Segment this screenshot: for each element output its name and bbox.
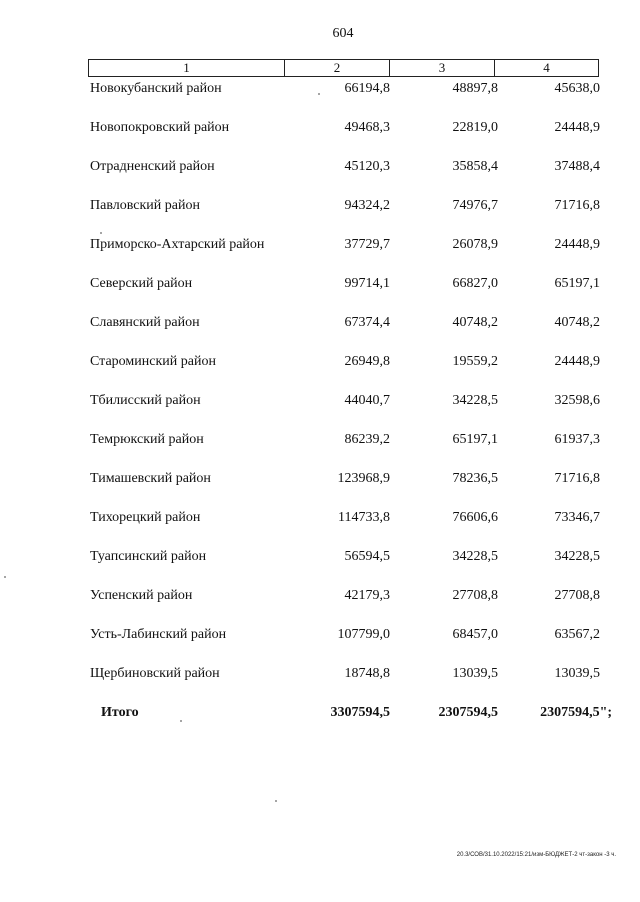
value-col4: 65197,1 (554, 276, 600, 291)
value-col3: 78236,5 (452, 471, 498, 486)
district-name: Усть-Лабинский район (90, 627, 227, 642)
value-col4: 34228,5 (554, 549, 600, 564)
district-name: Северский район (90, 276, 193, 291)
value-col2: 66194,8 (344, 81, 390, 96)
value-col3: 27708,8 (452, 588, 498, 603)
total-col4: 2307594,5"; (540, 705, 612, 720)
district-name: Темрюкский район (90, 432, 204, 447)
value-col4: 13039,5 (554, 666, 600, 681)
total-col2: 3307594,5 (330, 705, 390, 720)
value-col2: 67374,4 (344, 315, 390, 330)
value-col2: 99714,1 (344, 276, 390, 291)
value-col2: 56594,5 (344, 549, 390, 564)
value-col3: 22819,0 (452, 120, 498, 135)
table-row (0, 351, 640, 373)
district-name: Новокубанский район (90, 81, 222, 96)
column-header-2: 2 (285, 60, 390, 77)
table-row (0, 195, 640, 217)
district-name: Успенский район (90, 588, 193, 603)
value-col3: 35858,4 (452, 159, 498, 174)
table-row (0, 429, 640, 451)
value-col4: 71716,8 (554, 471, 600, 486)
total-col3: 2307594,5 (438, 705, 498, 720)
value-col2: 44040,7 (344, 393, 390, 408)
table-row (0, 273, 640, 295)
value-col3: 68457,0 (452, 627, 498, 642)
table-row (0, 663, 640, 685)
value-col4: 37488,4 (554, 159, 600, 174)
total-row (0, 702, 640, 724)
total-label: Итого (101, 705, 139, 720)
table-row (0, 390, 640, 412)
value-col4: 71716,8 (554, 198, 600, 213)
value-col3: 76606,6 (452, 510, 498, 525)
table-row (0, 468, 640, 490)
value-col3: 74976,7 (452, 198, 498, 213)
scan-speck (180, 720, 182, 722)
value-col2: 86239,2 (344, 432, 390, 447)
value-col2: 123968,9 (337, 471, 390, 486)
scan-speck (4, 576, 6, 578)
value-col4: 63567,2 (554, 627, 600, 642)
value-col3: 34228,5 (452, 549, 498, 564)
value-col3: 13039,5 (452, 666, 498, 681)
table-row (0, 234, 640, 256)
value-col4: 40748,2 (554, 315, 600, 330)
value-col2: 114733,8 (338, 510, 390, 525)
table-row (0, 312, 640, 334)
value-col4: 45638,0 (554, 81, 600, 96)
table-row (0, 585, 640, 607)
value-col2: 42179,3 (344, 588, 390, 603)
district-name: Тимашевский район (90, 471, 211, 486)
value-col2: 107799,0 (337, 627, 390, 642)
scan-speck (275, 800, 277, 802)
value-col3: 66827,0 (452, 276, 498, 291)
value-col2: 37729,7 (344, 237, 390, 252)
table-row (0, 546, 640, 568)
value-col4: 32598,6 (554, 393, 600, 408)
value-col3: 34228,5 (452, 393, 498, 408)
district-name: Туапсинский район (90, 549, 207, 564)
value-col2: 49468,3 (344, 120, 390, 135)
value-col2: 94324,2 (344, 198, 390, 213)
table-row (0, 507, 640, 529)
value-col3: 40748,2 (452, 315, 498, 330)
district-name: Щербиновский район (90, 666, 220, 681)
value-col4: 61937,3 (554, 432, 600, 447)
table-row (0, 117, 640, 139)
value-col3: 26078,9 (452, 237, 498, 252)
value-col4: 27708,8 (554, 588, 600, 603)
value-col4: 73346,7 (554, 510, 600, 525)
district-name: Павловский район (90, 198, 200, 213)
value-col3: 19559,2 (452, 354, 498, 369)
district-name: Староминский район (90, 354, 216, 369)
district-name: Отрадненский район (90, 159, 215, 174)
value-col4: 24448,9 (554, 120, 600, 135)
table-row (0, 78, 640, 100)
page-number: 604 (332, 26, 354, 41)
column-header-4: 4 (495, 60, 599, 77)
value-col4: 24448,9 (554, 237, 600, 252)
column-header-3: 3 (390, 60, 495, 77)
district-name: Приморско-Ахтарский район (90, 237, 265, 252)
value-col2: 26949,8 (344, 354, 390, 369)
value-col3: 65197,1 (452, 432, 498, 447)
scan-speck (100, 232, 102, 234)
table-row (0, 624, 640, 646)
scan-speck (318, 93, 320, 95)
value-col2: 45120,3 (344, 159, 390, 174)
column-header-table (88, 59, 599, 77)
document-footer: 20.3/СОВ/31.10.2022/15:21/изм-БЮДЖЕТ-2 чт-закон -3 ч. (456, 852, 616, 858)
district-name: Славянский район (90, 315, 200, 330)
value-col2: 18748,8 (344, 666, 390, 681)
district-name: Тихорецкий район (90, 510, 201, 525)
value-col4: 24448,9 (554, 354, 600, 369)
district-name: Тбилисский район (90, 393, 201, 408)
district-name: Новопокровский район (90, 120, 230, 135)
column-header-1: 1 (89, 60, 285, 77)
value-col3: 48897,8 (452, 81, 498, 96)
table-row (0, 156, 640, 178)
